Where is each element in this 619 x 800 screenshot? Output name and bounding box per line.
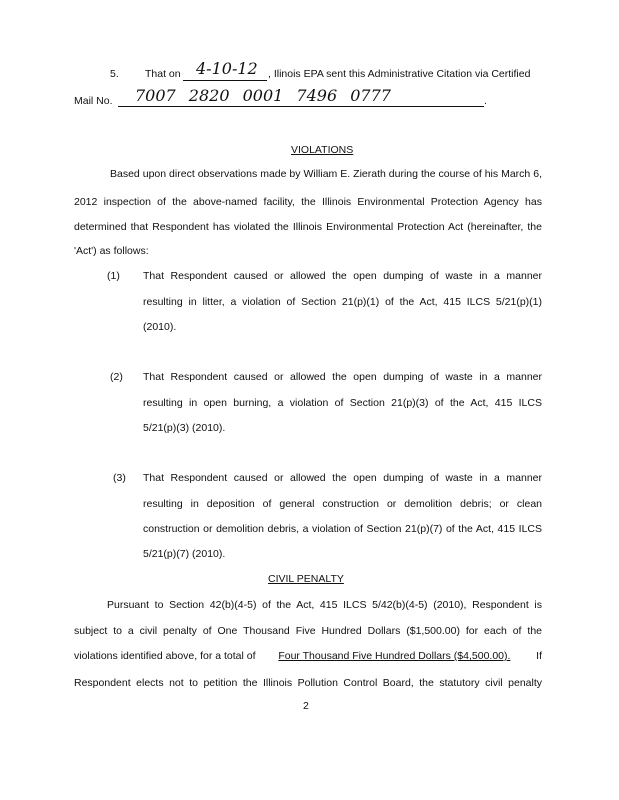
handwritten-mail-number: 7007 2820 0001 7496 0777 [135, 86, 391, 105]
violation-item-number: (1) [107, 270, 120, 282]
violation-item-number: (2) [110, 371, 123, 383]
para5-suffix: , Ilinois EPA sent this Administrative Citation via Certified [268, 68, 531, 80]
mail-label: Mail No. [74, 95, 113, 107]
mail-end: . [484, 95, 487, 107]
date-blank-line [183, 80, 267, 81]
page-number: 2 [303, 700, 309, 712]
civil-penalty-line: subject to a civil penalty of One Thousand Five Hundred Dollars ($1,500.00) for each of the [74, 625, 542, 637]
violation-item-line: That Respondent caused or allowed the open dumping of waste in a manner [143, 270, 542, 282]
violation-item-number: (3) [113, 472, 126, 484]
violation-item-line: resulting in deposition of general construction or demolition debris; or clean [143, 498, 542, 510]
violation-item-line: That Respondent caused or allowed the open dumping of waste in a manner [143, 472, 542, 484]
violations-intro-line: 2012 inspection of the above-named facility, the Illinois Environmental Protection Agency has [74, 196, 542, 208]
para5-number: 5. [110, 68, 119, 80]
violation-item-line: (2010). [143, 321, 177, 333]
civil-penalty-line3-suffix: If [530, 650, 542, 662]
civil-penalty-line [74, 650, 542, 662]
violation-item-line: 5/21(p)(7) (2010). [143, 548, 226, 560]
violation-item-line: resulting in litter, a violation of Section 21(p)(1) of the Act, 415 ILCS 5/21(p)(1) [143, 296, 542, 308]
civil-penalty-line: Respondent elects not to petition the Illinois Pollution Control Board, the statutory civil penalty [74, 677, 542, 689]
violation-item-line: resulting in open burning, a violation of Section 21(p)(3) of the Act, 415 ILCS [143, 397, 542, 409]
mail-blank-line [118, 106, 484, 107]
violations-heading: VIOLATIONS [291, 144, 354, 156]
violations-intro-line: 'Act') as follows: [74, 245, 149, 257]
violation-item-line: construction or demolition debris, a violation of Section 21(p)(7) of the Act, 415 ILCS [143, 523, 542, 535]
violation-item-line: That Respondent caused or allowed the open dumping of waste in a manner [143, 371, 542, 383]
violations-intro-line: determined that Respondent has violated the Illinois Environmental Protection Act (hereinafter, the [74, 221, 542, 233]
civil-penalty-heading: CIVIL PENALTY [268, 573, 344, 585]
violation-item-line: 5/21(p)(3) (2010). [143, 422, 226, 434]
violations-intro-line: Based upon direct observations made by William E. Zierath during the course of his March 6, [110, 168, 542, 180]
civil-penalty-total: Four Thousand Five Hundred Dollars ($4,500.00). [278, 650, 511, 662]
civil-penalty-line3-prefix: violations identified above, for a total of [74, 650, 259, 662]
handwritten-date: 4-10-12 [196, 59, 258, 78]
civil-penalty-line: Pursuant to Section 42(b)(4-5) of the Act, 415 ILCS 5/42(b)(4-5) (2010), Respondent is [107, 599, 542, 611]
para5-prefix: That on [145, 68, 181, 80]
